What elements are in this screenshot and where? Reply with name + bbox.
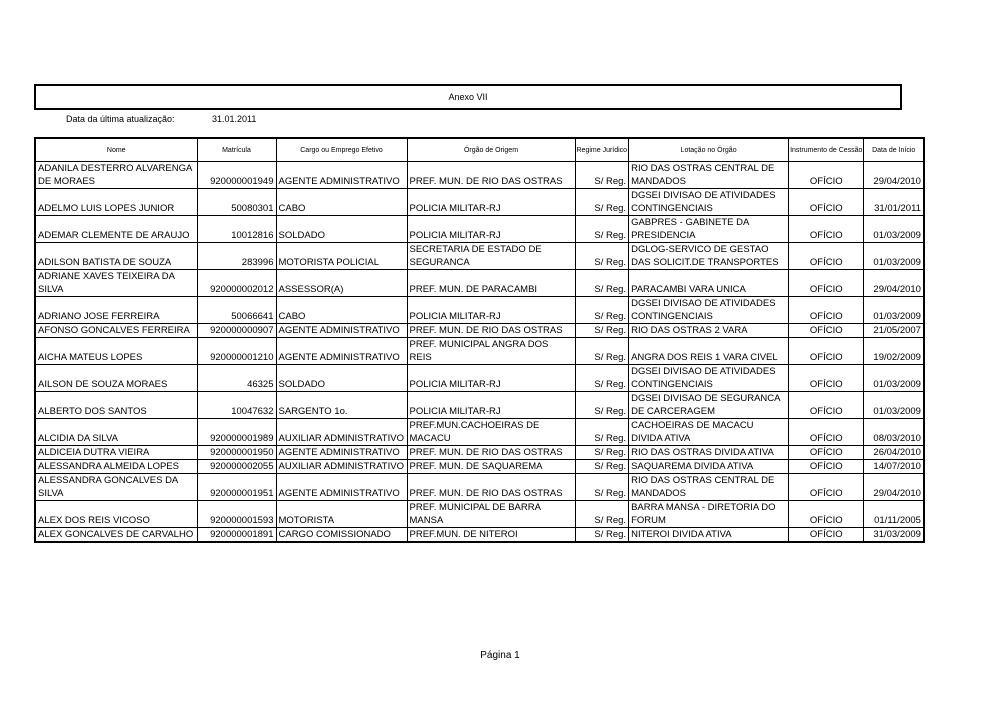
table-body	[35, 162, 924, 543]
cell-cargo: CABO	[276, 297, 407, 324]
cell-instrumento: OFÍCIO	[789, 365, 864, 392]
table-row	[35, 270, 924, 297]
cell-lotacao: RIO DAS OSTRAS DIVIDA ATIVA	[629, 446, 789, 460]
cell-cargo: AGENTE ADMINISTRATIVO	[276, 162, 407, 189]
cell-data-inicio: 29/04/2010	[864, 162, 924, 189]
table-row	[35, 338, 924, 365]
cell-instrumento: OFÍCIO	[789, 297, 864, 324]
cell-orgao-origem: PREF. MUN. DE SAQUAREMA	[407, 460, 575, 474]
annex-title-box	[34, 84, 902, 110]
cell-orgao-origem: POLICIA MILITAR-RJ	[407, 189, 575, 216]
header-matricula: Matrícula	[197, 138, 276, 162]
cell-instrumento: OFÍCIO	[789, 460, 864, 474]
table-row	[35, 392, 924, 419]
cell-instrumento: OFÍCIO	[789, 446, 864, 460]
cell-nome: ADEMAR CLEMENTE DE ARAUJO	[35, 216, 197, 243]
cell-regime: S/ Reg.	[575, 446, 629, 460]
cell-nome: AICHA MATEUS LOPES	[35, 338, 197, 365]
cell-nome: ALESSANDRA GONCALVES DA SILVA	[35, 474, 197, 501]
cell-matricula: 920000001951	[197, 474, 276, 501]
cell-regime: S/ Reg.	[575, 162, 629, 189]
cell-cargo: AGENTE ADMINISTRATIVO	[276, 324, 407, 338]
header-instrumento: Instrumento de Cessão	[789, 138, 864, 162]
cell-lotacao: PARACAMBI VARA UNICA	[629, 270, 789, 297]
cell-nome: ADRIANE XAVES TEIXEIRA DA SILVA	[35, 270, 197, 297]
cell-regime: S/ Reg.	[575, 216, 629, 243]
header-data-inicio: Data de Início	[864, 138, 924, 162]
table-row	[35, 419, 924, 446]
cell-matricula: 920000001949	[197, 162, 276, 189]
page-number: Página 1	[480, 650, 520, 661]
cell-nome: ADILSON BATISTA DE SOUZA	[35, 243, 197, 270]
cell-orgao-origem: PREF. MUNICIPAL ANGRA DOS REIS	[407, 338, 575, 365]
cell-orgao-origem: POLICIA MILITAR-RJ	[407, 216, 575, 243]
cell-regime: S/ Reg.	[575, 460, 629, 474]
cell-data-inicio: 29/04/2010	[864, 270, 924, 297]
cell-instrumento: OFÍCIO	[789, 501, 864, 528]
cell-instrumento: OFÍCIO	[789, 270, 864, 297]
last-update-label: Data da última atualização:	[66, 114, 175, 124]
cell-instrumento: OFÍCIO	[789, 189, 864, 216]
cell-nome: ALEX GONCALVES DE CARVALHO	[35, 528, 197, 543]
cell-data-inicio: 26/04/2010	[864, 446, 924, 460]
cell-instrumento: OFÍCIO	[789, 474, 864, 501]
cell-lotacao: DGLOG-SERVICO DE GESTAO DAS SOLICIT.DE TRANSPORTES	[629, 243, 789, 270]
cell-regime: S/ Reg.	[575, 392, 629, 419]
cell-regime: S/ Reg.	[575, 474, 629, 501]
cell-matricula: 920000002055	[197, 460, 276, 474]
cell-lotacao: RIO DAS OSTRAS CENTRAL DE MANDADOS	[629, 474, 789, 501]
table-row	[35, 528, 924, 543]
cell-lotacao: RIO DAS OSTRAS CENTRAL DE MANDADOS	[629, 162, 789, 189]
table-row	[35, 189, 924, 216]
cell-matricula: 46325	[197, 365, 276, 392]
cell-cargo: SOLDADO	[276, 216, 407, 243]
cell-nome: ALCIDIA DA SILVA	[35, 419, 197, 446]
cell-lotacao: CACHOEIRAS DE MACACU DIVIDA ATIVA	[629, 419, 789, 446]
cell-data-inicio: 21/05/2007	[864, 324, 924, 338]
table-row	[35, 365, 924, 392]
cell-instrumento: OFÍCIO	[789, 162, 864, 189]
cell-data-inicio: 01/03/2009	[864, 297, 924, 324]
cell-matricula: 920000001593	[197, 501, 276, 528]
cell-nome: ADELMO LUIS LOPES JUNIOR	[35, 189, 197, 216]
cell-regime: S/ Reg.	[575, 324, 629, 338]
cell-regime: S/ Reg.	[575, 419, 629, 446]
cell-orgao-origem: PREF. MUN. DE RIO DAS OSTRAS	[407, 162, 575, 189]
cell-lotacao: SAQUAREMA DIVIDA ATIVA	[629, 460, 789, 474]
cell-data-inicio: 31/01/2011	[864, 189, 924, 216]
cell-data-inicio: 19/02/2009	[864, 338, 924, 365]
cell-cargo: SARGENTO 1o.	[276, 392, 407, 419]
cell-data-inicio: 01/03/2009	[864, 365, 924, 392]
cell-instrumento: OFÍCIO	[789, 338, 864, 365]
cell-matricula: 920000001891	[197, 528, 276, 543]
cell-instrumento: OFÍCIO	[789, 419, 864, 446]
cell-data-inicio: 01/03/2009	[864, 243, 924, 270]
cell-matricula: 920000002012	[197, 270, 276, 297]
cell-lotacao: DGSEI DIVISAO DE ATIVIDADES CONTINGENCIAIS	[629, 297, 789, 324]
header-nome: Nome	[35, 138, 197, 162]
cell-cargo: AGENTE ADMINISTRATIVO	[276, 474, 407, 501]
cell-cargo: CABO	[276, 189, 407, 216]
cell-matricula: 10012816	[197, 216, 276, 243]
annex-title: Anexo VII	[448, 92, 488, 102]
cell-lotacao: RIO DAS OSTRAS 2 VARA	[629, 324, 789, 338]
header-lotacao: Lotação no Órgão	[629, 138, 789, 162]
staff-table	[34, 137, 925, 543]
cell-matricula: 920000000907	[197, 324, 276, 338]
cell-nome: ADANILA DESTERRO ALVARENGA DE MORAES	[35, 162, 197, 189]
cell-cargo: AUXILIAR ADMINISTRATIVO	[276, 419, 407, 446]
cell-matricula: 920000001989	[197, 419, 276, 446]
cell-cargo: MOTORISTA	[276, 501, 407, 528]
cell-regime: S/ Reg.	[575, 365, 629, 392]
cell-instrumento: OFÍCIO	[789, 324, 864, 338]
cell-cargo: AUXILIAR ADMINISTRATIVO	[276, 460, 407, 474]
cell-data-inicio: 14/07/2010	[864, 460, 924, 474]
cell-lotacao: BARRA MANSA - DIRETORIA DO FORUM	[629, 501, 789, 528]
cell-regime: S/ Reg.	[575, 270, 629, 297]
table-row	[35, 243, 924, 270]
cell-cargo: SOLDADO	[276, 365, 407, 392]
cell-instrumento: OFÍCIO	[789, 243, 864, 270]
table-header-row	[35, 138, 924, 162]
cell-matricula: 50066641	[197, 297, 276, 324]
table-row	[35, 324, 924, 338]
cell-matricula: 920000001210	[197, 338, 276, 365]
cell-nome: ALEX DOS REIS VICOSO	[35, 501, 197, 528]
cell-regime: S/ Reg.	[575, 297, 629, 324]
header-cargo: Cargo ou Emprego Efetivo	[276, 138, 407, 162]
cell-cargo: AGENTE ADMINISTRATIVO	[276, 338, 407, 365]
cell-lotacao: ANGRA DOS REIS 1 VARA CIVEL	[629, 338, 789, 365]
cell-nome: ALDICEIA DUTRA VIEIRA	[35, 446, 197, 460]
cell-cargo: ASSESSOR(A)	[276, 270, 407, 297]
cell-matricula: 283996	[197, 243, 276, 270]
cell-orgao-origem: PREF. MUN. DE RIO DAS OSTRAS	[407, 446, 575, 460]
table-row	[35, 446, 924, 460]
cell-lotacao: DGSEI DIVISAO DE ATIVIDADES CONTINGENCIAIS	[629, 189, 789, 216]
cell-lotacao: DGSEI DIVISAO DE SEGURANCA DE CARCERAGEM	[629, 392, 789, 419]
table-row	[35, 474, 924, 501]
header-regime: Regime Jurídico	[575, 138, 629, 162]
table-row	[35, 162, 924, 189]
cell-nome: ALESSANDRA ALMEIDA LOPES	[35, 460, 197, 474]
cell-orgao-origem: PREF. MUNICIPAL DE BARRA MANSA	[407, 501, 575, 528]
cell-cargo: MOTORISTA POLICIAL	[276, 243, 407, 270]
header-orgao-origem: Órgão de Origem	[407, 138, 575, 162]
cell-nome: ALBERTO DOS SANTOS	[35, 392, 197, 419]
cell-regime: S/ Reg.	[575, 528, 629, 543]
cell-orgao-origem: POLICIA MILITAR-RJ	[407, 365, 575, 392]
table-row	[35, 501, 924, 528]
cell-orgao-origem: POLICIA MILITAR-RJ	[407, 297, 575, 324]
cell-orgao-origem: PREF. MUN. DE RIO DAS OSTRAS	[407, 324, 575, 338]
cell-orgao-origem: PREF. MUN. DE RIO DAS OSTRAS	[407, 474, 575, 501]
cell-nome: AFONSO GONCALVES FERREIRA	[35, 324, 197, 338]
cell-regime: S/ Reg.	[575, 501, 629, 528]
cell-regime: S/ Reg.	[575, 189, 629, 216]
cell-orgao-origem: POLICIA MILITAR-RJ	[407, 392, 575, 419]
table-row	[35, 297, 924, 324]
cell-cargo: CARGO COMISSIONADO	[276, 528, 407, 543]
cell-data-inicio: 01/03/2009	[864, 216, 924, 243]
cell-orgao-origem: PREF. MUN. DE PARACAMBI	[407, 270, 575, 297]
cell-matricula: 10047632	[197, 392, 276, 419]
cell-orgao-origem: SECRETARIA DE ESTADO DE SEGURANCA	[407, 243, 575, 270]
cell-instrumento: OFÍCIO	[789, 392, 864, 419]
cell-cargo: AGENTE ADMINISTRATIVO	[276, 446, 407, 460]
cell-orgao-origem: PREF.MUN. DE NITEROI	[407, 528, 575, 543]
last-update-value: 31.01.2011	[212, 114, 257, 124]
cell-data-inicio: 01/11/2005	[864, 501, 924, 528]
cell-matricula: 50080301	[197, 189, 276, 216]
cell-lotacao: DGSEI DIVISAO DE ATIVIDADES CONTINGENCIAIS	[629, 365, 789, 392]
cell-matricula: 920000001950	[197, 446, 276, 460]
cell-lotacao: NITEROI DIVIDA ATIVA	[629, 528, 789, 543]
cell-data-inicio: 31/03/2009	[864, 528, 924, 543]
cell-lotacao: GABPRES - GABINETE DA PRESIDENCIA	[629, 216, 789, 243]
cell-data-inicio: 29/04/2010	[864, 474, 924, 501]
cell-nome: AILSON DE SOUZA MORAES	[35, 365, 197, 392]
cell-instrumento: OFÍCIO	[789, 528, 864, 543]
cell-regime: S/ Reg.	[575, 338, 629, 365]
cell-instrumento: OFÍCIO	[789, 216, 864, 243]
table-row	[35, 216, 924, 243]
cell-orgao-origem: PREF.MUN.CACHOEIRAS DE MACACU	[407, 419, 575, 446]
cell-nome: ADRIANO JOSE FERREIRA	[35, 297, 197, 324]
cell-data-inicio: 08/03/2010	[864, 419, 924, 446]
cell-regime: S/ Reg.	[575, 243, 629, 270]
table-row	[35, 460, 924, 474]
cell-data-inicio: 01/03/2009	[864, 392, 924, 419]
